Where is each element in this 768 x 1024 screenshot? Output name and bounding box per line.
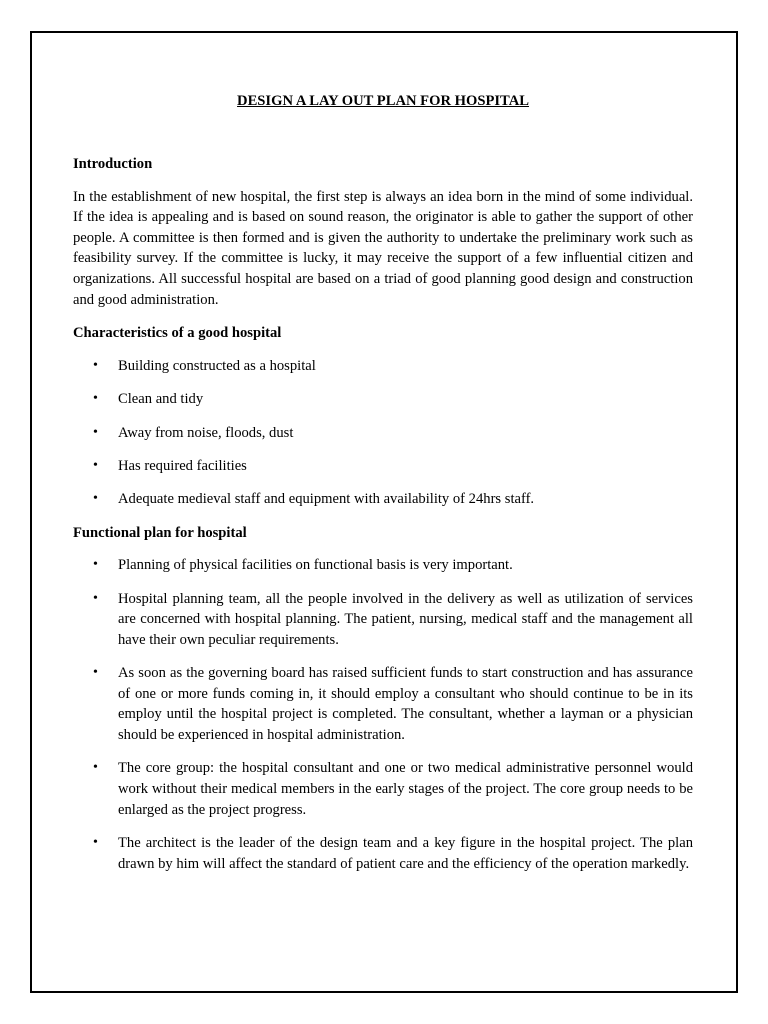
section-heading-functional-plan: Functional plan for hospital: [73, 524, 247, 541]
bullet-icon: •: [93, 760, 98, 776]
bullet-icon: •: [93, 391, 98, 407]
list-item: [73, 555, 693, 576]
list-item: [73, 833, 693, 874]
list-item: [73, 423, 693, 444]
list-item-text: Away from noise, floods, dust: [118, 424, 294, 441]
bullet-icon: •: [93, 491, 98, 507]
bullet-icon: •: [93, 590, 98, 606]
characteristics-list: [73, 356, 693, 510]
list-item-text: The core group: the hospital consultant and one or two medical administrative personnel would work without their medical members in the early stages of the project. The core group needs to be enlarged as the project progress.: [118, 760, 693, 818]
list-item: [73, 356, 693, 377]
bullet-icon: •: [93, 357, 98, 373]
list-item-text: As soon as the governing board has raised sufficient funds to start construction and has assurance of one or more funds coming in, it should employ a consultant who should continue to be in its employ until the hospital project is completed. The consultant, whether a layman or a physician should be experienced in hospital administration.: [118, 665, 693, 744]
bullet-icon: •: [93, 424, 98, 440]
list-item-text: The architect is the leader of the design team and a key figure in the hospital project. The plan drawn by him will affect the standard of patient care and the efficiency of the operation markedly.: [118, 835, 693, 872]
list-item-text: Clean and tidy: [118, 391, 204, 408]
list-item: [73, 663, 693, 745]
bullet-icon: •: [93, 557, 98, 573]
introduction-paragraph: In the establishment of new hospital, the first step is always an idea born in the mind of some individual. If the idea is appealing and is based on sound reason, the originator is able to gather the support of other people. A committee is then formed and is given the authority to undertake the preliminary work such as feasibility survey. If the committee is lucky, it may receive the support of a few influential citizen and organizations. All successful hospital are based on a triad of good planning good design and construction and good administration.: [73, 188, 693, 308]
list-item-text: Has required facilities: [118, 457, 247, 474]
list-item: [73, 456, 693, 477]
document-title: DESIGN A LAY OUT PLAN FOR HOSPITAL: [237, 93, 529, 109]
list-item: [73, 589, 693, 651]
list-item-text: Planning of physical facilities on functional basis is very important.: [118, 557, 513, 574]
document-body: [73, 90, 693, 887]
section-heading-introduction: Introduction: [73, 156, 153, 172]
bullet-icon: •: [93, 665, 98, 681]
list-item-text: Hospital planning team, all the people involved in the delivery as well as utilization of services are concerned with hospital planning. The patient, nursing, medical staff and the management all have their own peculiar requirements.: [118, 590, 693, 648]
bullet-icon: •: [93, 835, 98, 851]
section-heading-characteristics: Characteristics of a good hospital: [73, 325, 282, 342]
list-item: [73, 758, 693, 820]
functional-plan-list: [73, 555, 693, 874]
list-item: [73, 389, 693, 410]
bullet-icon: •: [93, 457, 98, 473]
list-item-text: Adequate medieval staff and equipment with availability of 24hrs staff.: [118, 491, 535, 508]
list-item: [73, 489, 693, 510]
list-item-text: Building constructed as a hospital: [118, 357, 316, 374]
